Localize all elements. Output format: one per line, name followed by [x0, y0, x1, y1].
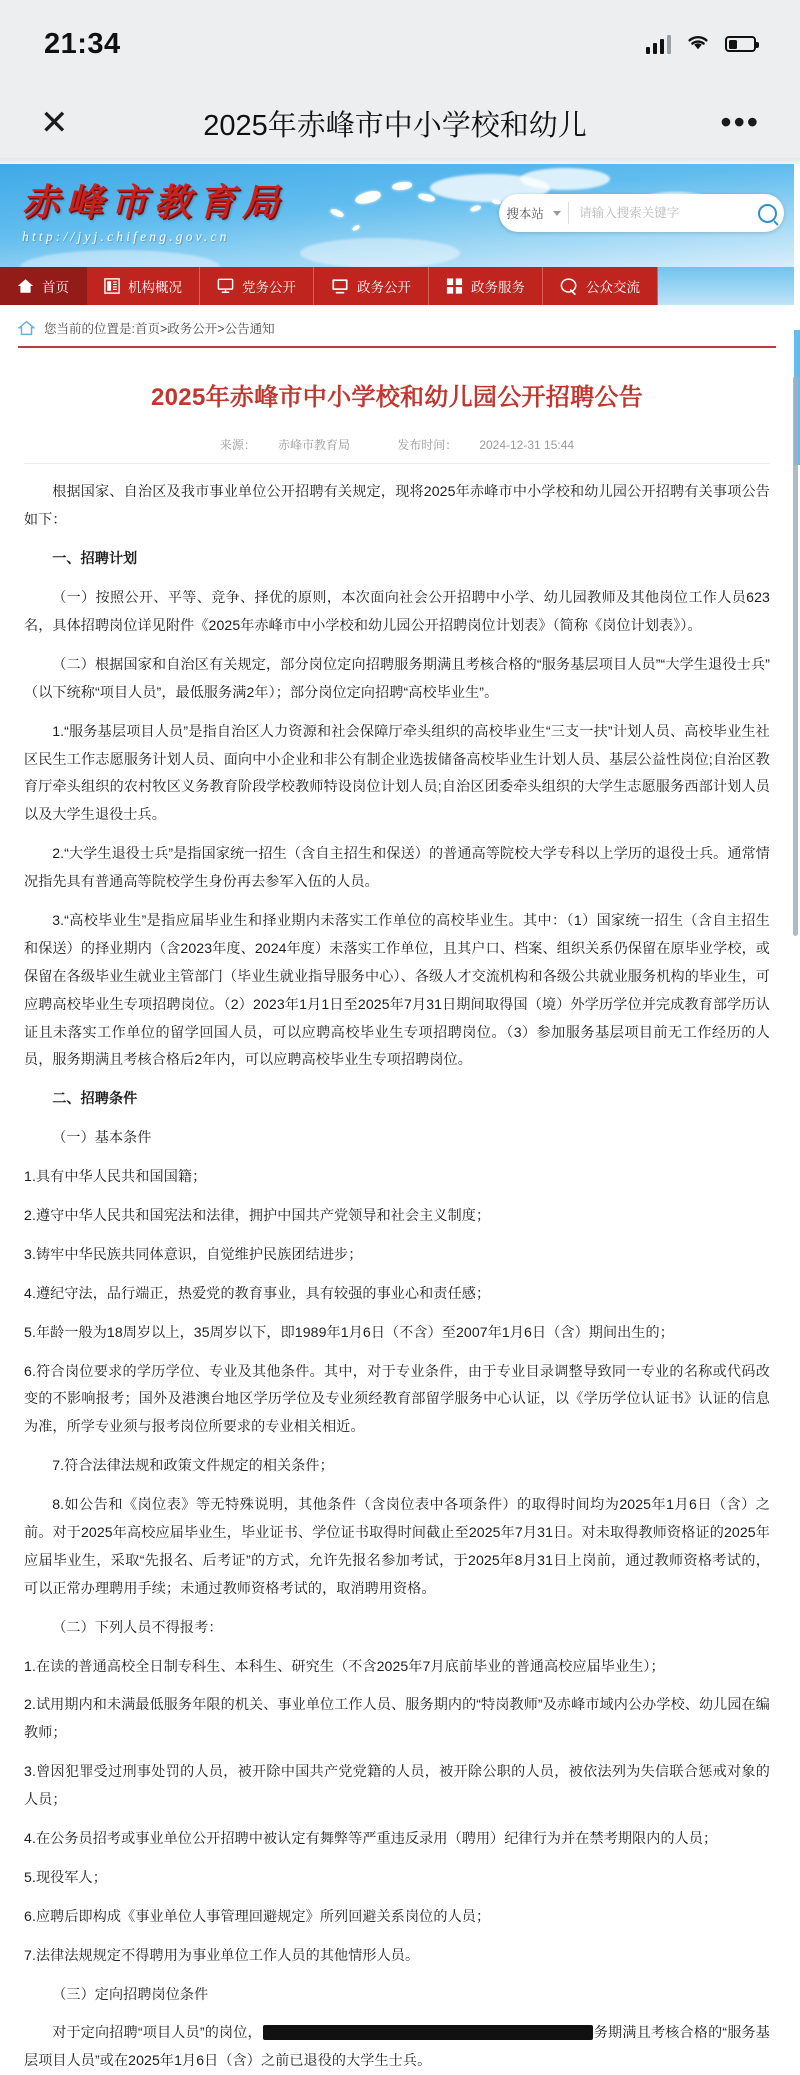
article-text: 务期满且考核合格的“服务基层项目人员”或在2025年1月6日（含）之前已退役的大学生士兵。: [24, 2024, 770, 2069]
dove-icon: [354, 189, 382, 207]
site-search[interactable]: [499, 194, 784, 232]
search-scope-selector[interactable]: [499, 202, 569, 224]
grid-icon: [446, 278, 463, 294]
dove-icon: [417, 192, 435, 202]
site-logo-url: http://jyj.chifeng.gov.cn: [22, 229, 230, 244]
article-paragraph: 7.符合法律法规和政策文件规定的相关条件；: [52, 1457, 334, 1474]
article-paragraph: 6.应聘后即构成《事业单位人事管理回避规定》所列回避关系岗位的人员；: [24, 1907, 491, 1924]
building-icon: [104, 278, 120, 294]
nav-item-label: 首页: [42, 280, 69, 295]
dove-icon: [392, 181, 413, 192]
article-title: 2025年赤峰市中小学校和幼儿园公开招聘公告: [151, 384, 643, 411]
article-meta: [0, 414, 794, 459]
search-button[interactable]: [750, 204, 784, 223]
wifi-icon: [685, 32, 711, 56]
article-paragraph: 7.法律法规规定不得聘用为事业单位工作人员的其他情形人员。: [24, 1946, 420, 1963]
cellular-signal-icon: [646, 34, 672, 54]
article-paragraph: （一）按照公开、平等、竞争、择优的原则，本次面向社会公开招聘中小学、幼儿园教师及其他岗位工作人员623名，具体招聘岗位详见附件《2025年赤峰市中小学校和幼儿园公开招聘岗位计划表》（简称《岗位计划表》）。: [24, 589, 770, 633]
page-title: 2025年赤峰市中小学校和幼儿: [203, 109, 587, 142]
cloud-decoration: [300, 238, 460, 267]
article-paragraph: 1.“服务基层项目人员”是指自治区人力资源和社会保障厅牵头组织的高校毕业生“三支一扶”计划人员、高校毕业生社区民生工作志愿服务计划人员、面向中小企业和非公有制企业选拔储备高校毕业生计划人员、基层公益性岗位;自治区教育厅牵头组织的农村牧区义务教育阶段学校教师特设岗位计划人员;自治区团委牵头组织的大学生志愿服务西部计划人员以及大学生退役士兵。: [24, 722, 770, 823]
breadcrumb: [18, 319, 776, 348]
home-icon: [17, 278, 34, 294]
website-content: [0, 164, 800, 2075]
article-paragraph: （三）定向招聘岗位条件: [52, 1985, 209, 2002]
dove-icon: [352, 224, 361, 231]
search-input[interactable]: [569, 206, 750, 220]
article-paragraph: 2.“大学生退役士兵”是指国家统一招生（含自主招生和保送）的普通高等院校大学专科以上学历的退役士兵。通常情况指先具有普通高等院校学生身份再去参军入伍的人员。: [24, 845, 770, 890]
more-options-icon[interactable]: •••: [720, 104, 760, 141]
site-banner: [0, 164, 794, 267]
article-paragraph: 1.具有中华人民共和国国籍；: [24, 1168, 207, 1185]
dove-icon: [469, 204, 481, 212]
article-paragraph: （一）基本条件: [52, 1129, 152, 1146]
article-paragraph: 1.在读的普通高校全日制专科生、本科生、研究生（不含2025年7月底前毕业的普通高校应届毕业生）；: [24, 1657, 665, 1674]
article-paragraph: 2.试用期内和未满最低服务年限的机关、事业单位工作人员、服务期内的“特岗教师”及赤峰市域内公办学校、幼儿园在编教师；: [24, 1696, 770, 1741]
webview-navbar: [0, 88, 800, 158]
nav-item-label: 机构概况: [128, 280, 182, 295]
dove-icon: [329, 208, 344, 219]
nav-item-government-services[interactable]: [429, 267, 543, 305]
article-paragraph: 3.“高校毕业生”是指应届毕业生和择业期内未落实工作单位的高校毕业生。其中：（1）国家统一招生（含自主招生和保送）的择业期内（含2023年度、2024年度）未落实工作单位，且其户口、档案、组织关系仍保留在原毕业学校，或保留在各级毕业生就业主管部门（毕业生就业指导服务中心）、各级人才交流机构和各级公共就业服务机构的毕业生，可应聘高校毕业生专项招聘岗位。（2）2023年1月1日至2025年7月31日期间取得国（境）外学历学位并完成教育部学历认证且未落实工作单位的留学回国人员，可以应聘高校毕业生专项招聘岗位。（3）参加服务基层项目前无工作经历的人员，服务期满且考核合格后2年内，可以应聘高校毕业生专项招聘岗位。: [24, 911, 770, 1068]
article-paragraph: 4.遵纪守法，品行端正，热爱党的教育事业，具有较强的事业心和责任感；: [24, 1284, 491, 1301]
close-icon[interactable]: ✕: [40, 104, 69, 142]
nav-item-party-affairs[interactable]: [200, 267, 314, 305]
phone-status-bar: [0, 0, 800, 88]
page-scrollbar-track[interactable]: [794, 180, 799, 1731]
article-paragraph: 5.现役军人；: [24, 1868, 107, 1885]
nav-item-label: 公众交流: [586, 280, 640, 295]
article-paragraph: 8.如公告和《岗位表》等无特殊说明，其他条件（含岗位表中各项条件）的取得时间均为2025年1月6日（含）之前。对于2025年高校应届毕业生，毕业证书、学位证书取得时间截止至2025年7月31日。对未取得教师资格证的2025年应届毕业生，采取“先报名、后考证”的方式，允许先报名参加考试，于2025年8月31日上岗前，通过教师资格考试的，可以正常办理聘用手续；未通过教师资格考试的，取消聘用资格。: [24, 1496, 771, 1596]
site-logo-text: 赤峰市教育局: [22, 183, 286, 224]
screen-icon: [331, 278, 349, 294]
nav-item-public-exchange[interactable]: [543, 267, 658, 305]
home-icon: [18, 320, 35, 336]
site-main-nav: [0, 267, 794, 305]
site-main-nav-items: [0, 267, 658, 305]
nav-item-home[interactable]: [0, 267, 87, 305]
article-paragraph: 2.遵守中华人民共和国宪法和法律，拥护中国共产党领导和社会主义制度；: [24, 1206, 491, 1223]
article-date: 发布时间： 2024-12-31 15:44: [397, 438, 575, 453]
battery-icon: [725, 36, 756, 52]
redacted-text-block: [263, 2025, 593, 2040]
status-time: 21:34: [44, 27, 121, 60]
status-icon-group: [646, 32, 757, 56]
article-paragraph: 根据国家、自治区及我市事业单位公开招聘有关规定，现将2025年赤峰市中小学校和幼儿园公开招聘有关事项公告如下：: [24, 483, 770, 528]
article-paragraph: 一、招聘计划: [52, 550, 138, 567]
nav-filler: [658, 267, 794, 305]
article-paragraph: （二）根据国家和自治区有关规定，部分岗位定向招聘服务期满且考核合格的“服务基层项目人员”“大学生退役士兵”（以下统称“项目人员”，最低服务满2年）；部分岗位定向招聘“高校毕业生”。: [24, 655, 770, 700]
nav-item-label: 政务服务: [471, 280, 525, 295]
article-body: [0, 464, 794, 2075]
breadcrumb-wrapper: [0, 305, 794, 348]
article-source: 来源： 赤峰市教育局: [219, 438, 350, 453]
nav-item-label: 党务公开: [242, 280, 296, 295]
search-scope-label: 搜本站: [506, 207, 544, 221]
article-paragraph: 5.年龄一般为18周岁以上，35周岁以下，即1989年1月6日（不含）至2007年1月6日（含）期间出生的；: [24, 1323, 674, 1340]
article-paragraph: 3.铸牢中华民族共同体意识，自觉维护民族团结进步；: [24, 1245, 363, 1262]
search-icon: [758, 204, 777, 223]
article: [0, 348, 794, 2075]
monitor-icon: [217, 278, 234, 294]
nav-item-organization[interactable]: [87, 267, 200, 305]
chevron-down-icon: [553, 211, 561, 216]
article-paragraph: （二）下列人员不得报考：: [52, 1618, 223, 1635]
article-paragraph: 二、招聘条件: [52, 1090, 138, 1107]
article-paragraph: 3.曾因犯罪受过刑事处罚的人员，被开除中国共产党党籍的人员，被开除公职的人员，被依法列为失信联合惩戒对象的人员；: [24, 1763, 770, 1808]
article-paragraph: [24, 2019, 770, 2075]
cloud-decoration: [20, 250, 220, 267]
nav-item-government-affairs[interactable]: [314, 267, 429, 305]
chat-icon: [560, 278, 578, 295]
page-scrollbar-thumb[interactable]: [793, 376, 798, 936]
breadcrumb-text: 您当前的位置是:首页>政务公开>公告通知: [44, 322, 275, 336]
article-paragraph: 6.符合岗位要求的学历学位、专业及其他条件。其中，对于专业条件，由于专业目录调整导致同一专业的名称或代码改变的不影响报考；国外及港澳台地区学历学位及专业须经教育部留学服务中心认证，以《学历学位认证书》认证的信息为准，所学专业须与报考岗位所要求的专业相关相近。: [24, 1362, 770, 1435]
site-logo[interactable]: [22, 172, 286, 245]
article-paragraph: 4.在公务员招考或事业单位公开招聘中被认定有舞弊等严重违反录用（聘用）纪律行为并在禁考期限内的人员；: [24, 1830, 718, 1847]
article-text: 对于定向招聘“项目人员”的岗位，: [52, 2024, 262, 2041]
nav-item-label: 政务公开: [357, 280, 411, 295]
cloud-decoration: [520, 168, 610, 190]
